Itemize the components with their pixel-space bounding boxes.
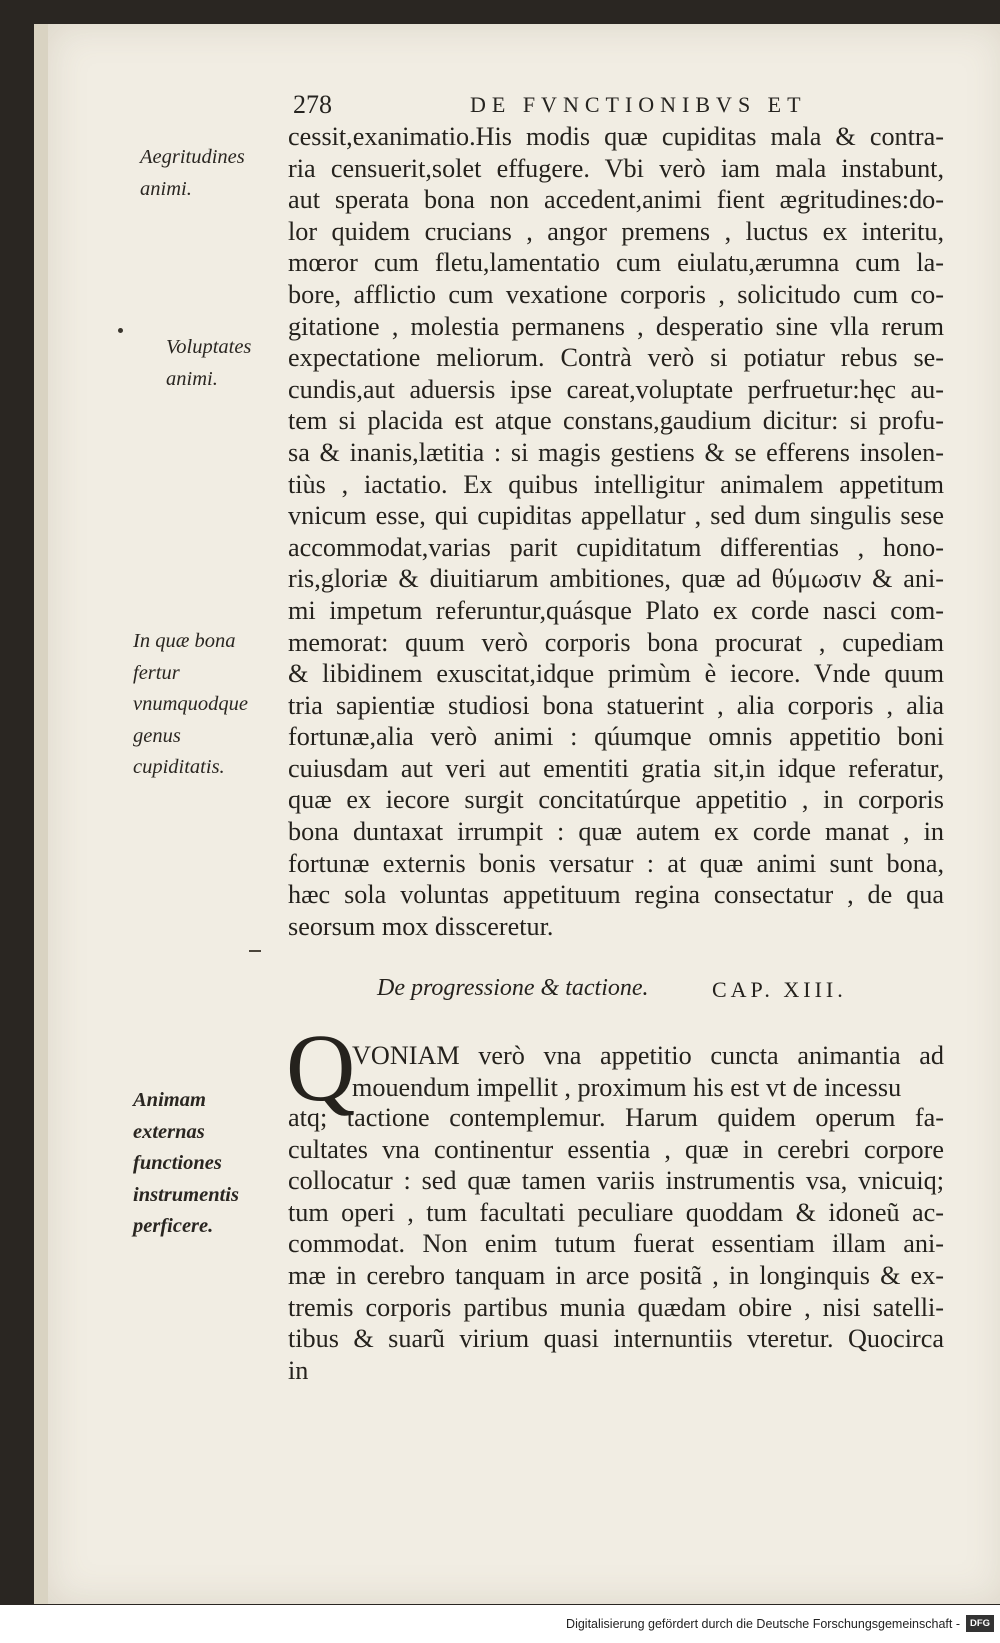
text-line: fortunæ externis bonis versatur : at quæ animi sunt bona, <box>288 848 944 878</box>
text-line: mæ in cerebro tanquam in arce positã , in longinquis & ex- <box>288 1260 944 1290</box>
paragraph-chapter-body <box>288 1102 944 1386</box>
text-line: tria sapientiæ studiosi bona statuerint , alia corporis , alia <box>288 690 944 720</box>
text-line: tiùs , iactatio. Ex quibus intelligitur animalem appetitum <box>288 469 944 499</box>
dfg-logo: DFG <box>966 1615 994 1632</box>
text-line: atq; tactione contemplemur. Harum quidem operum fa- <box>288 1103 944 1132</box>
section-dash <box>249 950 261 952</box>
margin-note-text: Animam externas functiones instrumentis perficere. <box>133 1089 239 1237</box>
text-line: tem si placida est atque constans,gaudium dicitur: si profu- <box>288 406 944 436</box>
text-line: ris,gloriæ & diuitiarum ambitiones, quæ ad θύμωσιν & ani- <box>288 564 944 594</box>
chapter-number: CAP. XIII. <box>712 977 847 1002</box>
text-line: tremis corporis partibus munia quædam obire , nisi satelli- <box>288 1292 944 1322</box>
text-line: accommodat,varias parit cupiditatum differentias , hono- <box>288 532 944 562</box>
page-number: 278 <box>293 90 332 119</box>
text-line: collocatur : sed quæ tamen variis instrumentis vsa, vnicuiq; <box>288 1166 944 1196</box>
text-line: lor quidem crucians , angor premens , luctus ex interitu, <box>288 216 944 246</box>
text-line: fortunæ,alia verò animi : qúumque omnis appetitio boni <box>288 722 944 752</box>
paragraph-main <box>288 121 944 942</box>
text-line: cessit,exanimatio.His modis quæ cupiditas mala & contra- <box>288 122 944 151</box>
margin-note-text: In quæ bona fertur vnumquodque genus cupiditatis. <box>133 630 249 778</box>
digitization-credit: Digitalisierung gefördert durch die Deutsche Forschungsgemeinschaft - <box>566 1617 960 1631</box>
text-line: bore, afflictio cum vexatione corporis , solicitudo cum co- <box>288 279 944 309</box>
text-line: VONIAM verò vna appetitio cuncta animantia ad <box>352 1041 944 1070</box>
text-line: bona duntaxat irrumpit : quæ autem ex corde manat , in <box>288 817 944 847</box>
paragraph-chapter-opening <box>352 1040 944 1103</box>
text-line: in <box>288 1355 309 1385</box>
margin-note-aegritudines <box>140 142 265 205</box>
text-line: expectatione meliorum. Contrà verò si potiatur rebus se- <box>288 343 944 373</box>
text-line: sa & inanis,lætitia : si magis gestiens & se efferens insolen- <box>288 437 944 467</box>
running-head: DE FVNCTIONIBVS ET <box>470 92 807 117</box>
text-line: & libidinem exuscitat,idque primùm è iecore. Vnde quum <box>288 659 944 689</box>
margin-note-animam <box>133 1085 273 1243</box>
text-line: mouendum impellit , proximum his est vt de incessu <box>352 1072 902 1102</box>
margin-note-text: Voluptates animi. <box>166 336 252 390</box>
text-line: commodat. Non enim tutum fuerat essentiam illam ani- <box>288 1229 944 1259</box>
text-line: mi impetum referuntur,quásque Plato ex corde nasci com- <box>288 595 944 625</box>
text-line: vnicum esse, qui cupiditas appellatur , sed dum singulis sese <box>288 501 944 531</box>
ink-speck <box>118 328 123 333</box>
margin-note-voluptates <box>166 332 276 395</box>
text-line: hæc sola voluntas appetituum regina consectatur , de qua <box>288 880 944 910</box>
text-line: seorsum mox dissceretur. <box>288 911 554 941</box>
margin-note-cupiditatis <box>133 626 273 784</box>
text-line: tibus & suarũ virium quasi internuntiis vteretur. Quocirca <box>288 1324 944 1354</box>
drop-cap-initial: Q <box>286 1014 356 1121</box>
chapter-title: De progressione & tactione. <box>377 975 649 1001</box>
text-line: memorat: quum verò corporis bona procurat , cupediam <box>288 627 944 657</box>
text-line: gitatione , molestia permanens , desperatio sine vlla rerum <box>288 311 944 341</box>
text-line: cultates vna continentur essentia , quæ in cerebri corpore <box>288 1134 944 1164</box>
text-line: mœror cum fletu,lamentatio cum eiulatu,ærumna cum la- <box>288 248 944 278</box>
text-line: cuiusdam aut veri aut ementiti gratia sit,in idque referatur, <box>288 753 944 783</box>
text-line: aut sperata bona non accedent,animi fient ægritudines:do- <box>288 185 944 215</box>
text-line: tum operi , tum facultati peculiare quoddam & idoneũ ac- <box>288 1197 944 1227</box>
text-line: ria censuerit,solet effugere. Vbi verò iam mala instabunt, <box>288 153 944 183</box>
margin-note-text: Aegritudines animi. <box>140 146 245 200</box>
text-line: cundis,aut aduersis ipse careat,voluptate perfruetur:hęc au- <box>288 374 944 404</box>
text-line: quæ ex iecore surgit concitatúrque appetitio , in corporis <box>288 785 944 815</box>
